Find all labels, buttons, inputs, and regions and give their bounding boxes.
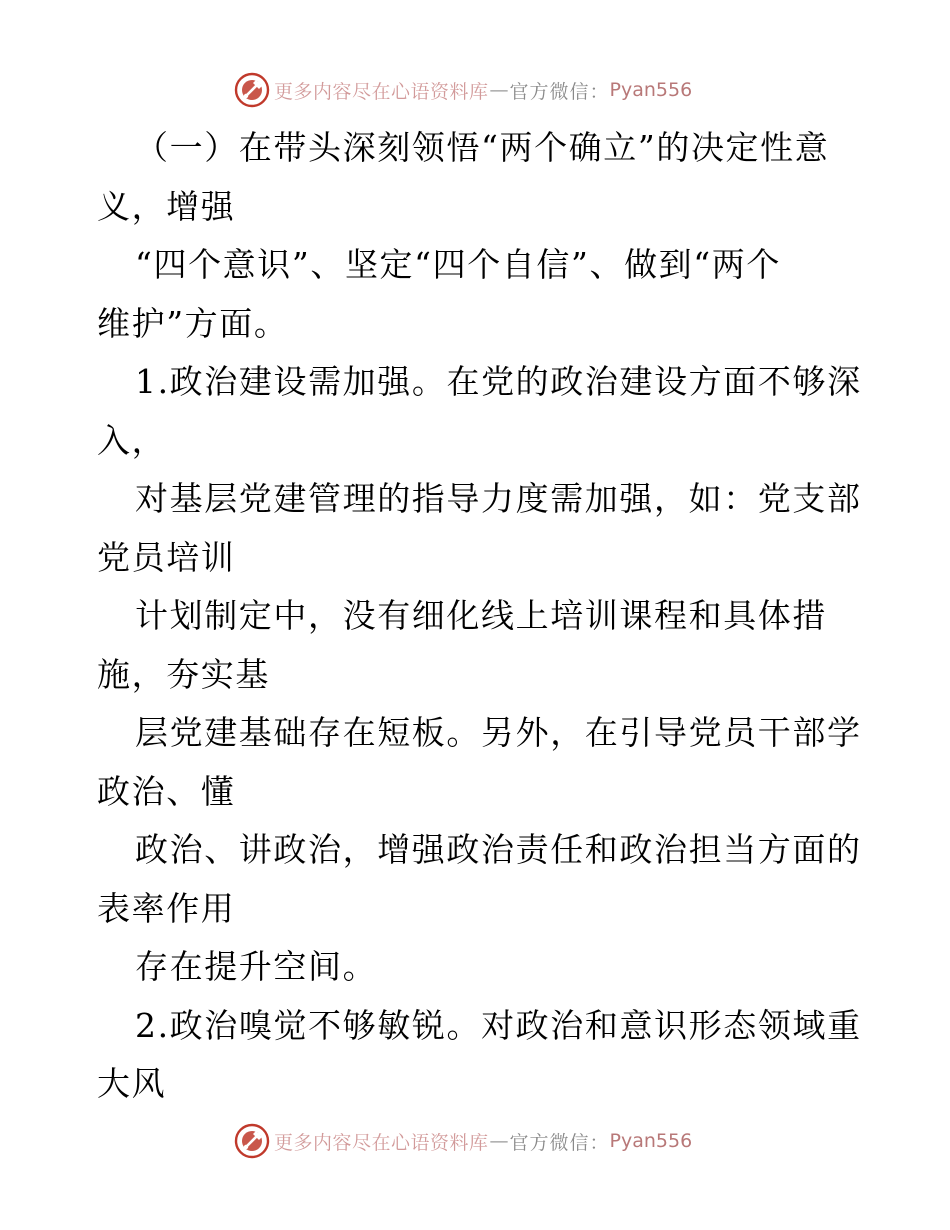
body-line: 2.政治嗅觉不够敏锐。对政治和意识形态领域重 xyxy=(135,1005,862,1045)
watermark-separator: — xyxy=(489,1130,509,1152)
watermark-text: 更多内容尽在心语资料库 xyxy=(274,80,489,103)
body-line: 表率作用 xyxy=(97,888,236,928)
body-line: 政治、懂 xyxy=(97,771,236,811)
body-line: 计划制定中，没有细化线上培训课程和具体措 xyxy=(135,596,827,635)
body-line: 党员培训 xyxy=(97,537,236,577)
watermark-wechat-label: 官方微信： xyxy=(509,80,610,103)
watermark-separator: — xyxy=(489,79,509,101)
watermark-wechat-id: Pyan556 xyxy=(609,1130,693,1152)
body-line: （一）在带头深刻领悟“两个确立”的决定性意 xyxy=(135,128,830,167)
body-line: “四个意识”、坚定“四个自信”、做到“两个 xyxy=(135,245,781,284)
body-line: 入， xyxy=(97,420,167,460)
body-line: 层党建基础存在短板。另外，在引导党员干部学 xyxy=(135,713,862,752)
body-line: 大风 xyxy=(97,1064,167,1103)
body-line: 义，增强 xyxy=(97,186,236,226)
footer-watermark xyxy=(234,1122,692,1160)
watermark-wechat-id: Pyan556 xyxy=(609,79,693,101)
document-body xyxy=(97,119,862,1114)
header-watermark xyxy=(234,71,692,109)
body-line: 存在提升空间。 xyxy=(135,947,378,986)
watermark-wechat-label: 官方微信： xyxy=(509,1131,610,1154)
body-line: 对基层党建管理的指导力度需加强，如：党支部 xyxy=(135,479,862,518)
body-line: 1.政治建设需加强。在党的政治建设方面不够深 xyxy=(135,362,862,401)
body-line: 政治、讲政治，增强政治责任和政治担当方面的 xyxy=(135,830,862,869)
watermark-text: 更多内容尽在心语资料库 xyxy=(274,1131,489,1154)
library-logo-icon xyxy=(234,72,270,108)
library-logo-icon xyxy=(234,1123,270,1159)
body-line: 维护”方面。 xyxy=(97,303,289,343)
body-line: 施，夯实基 xyxy=(97,654,270,694)
